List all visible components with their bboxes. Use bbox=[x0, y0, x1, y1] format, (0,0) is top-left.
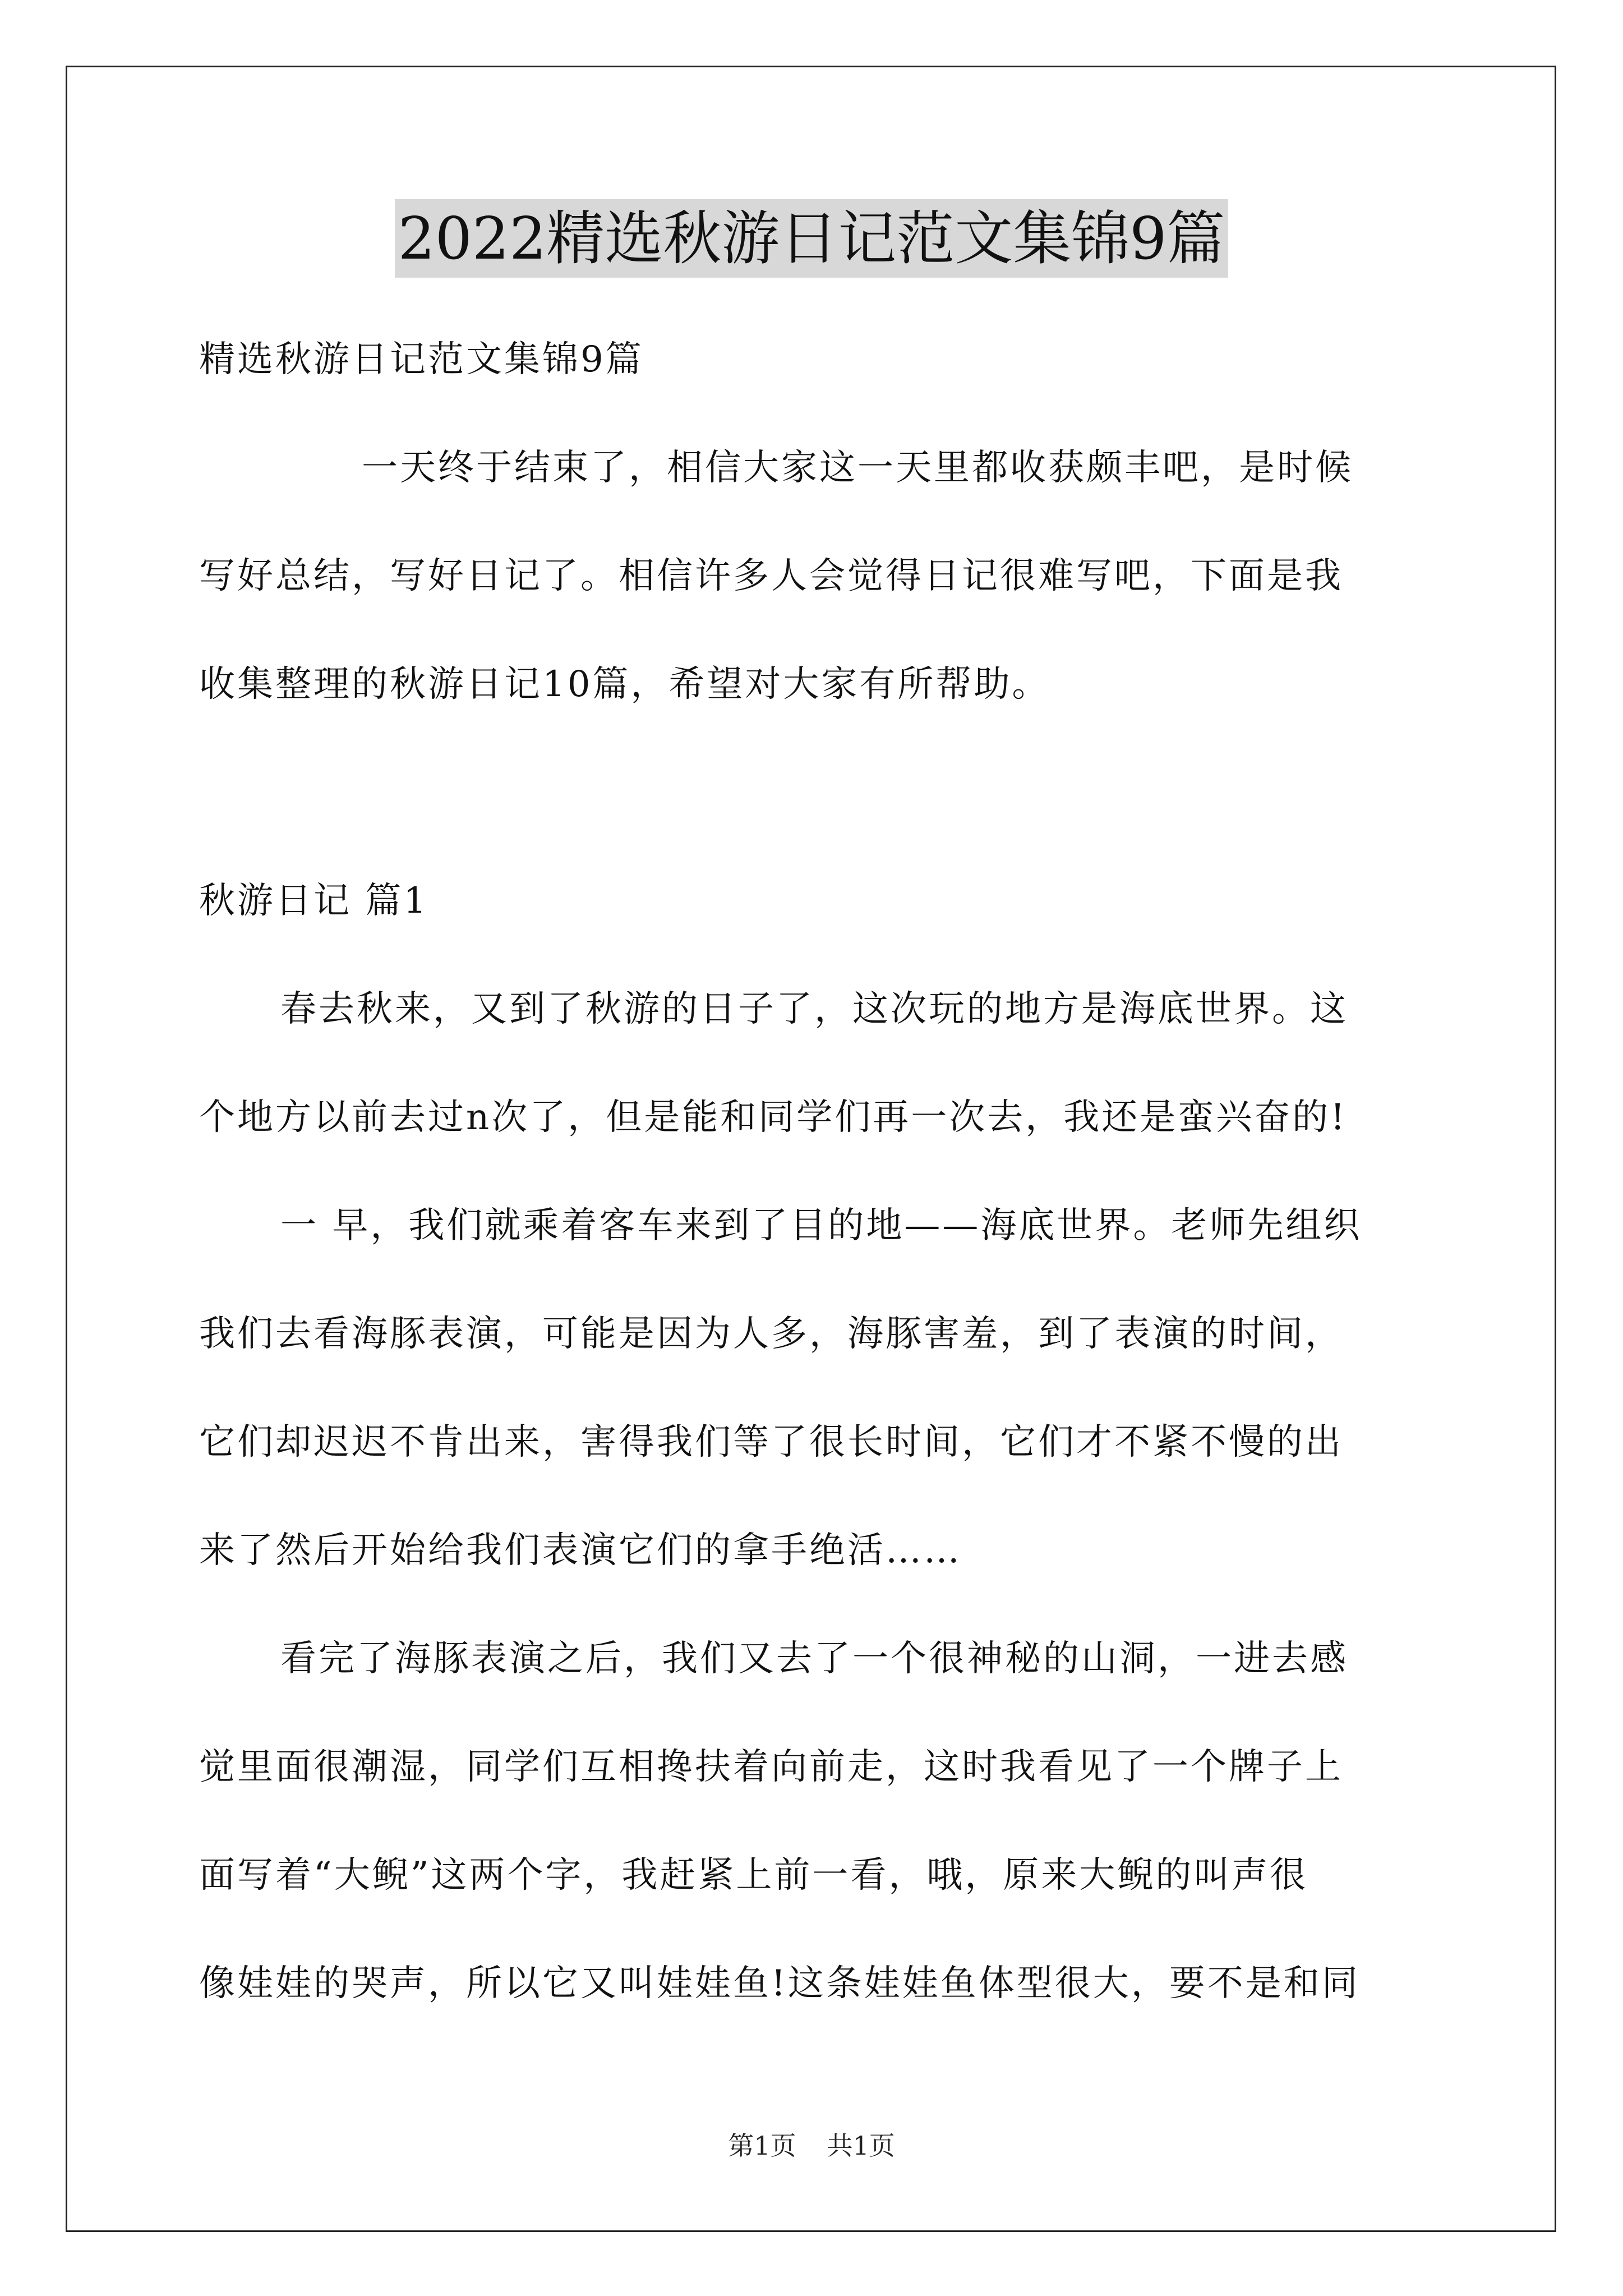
page-total: 共1页 bbox=[827, 2131, 895, 2161]
blank-line bbox=[199, 739, 1433, 847]
paragraph-line: 看完了海豚表演之后，我们又去了一个很神秘的山洞，一进去感 bbox=[280, 1638, 1348, 1680]
title-container bbox=[0, 199, 1623, 278]
paragraph-line: 我们去看海豚表演，可能是因为人多，海豚害羞，到了表演的时间， bbox=[199, 1313, 1343, 1355]
paragraph-line: 春去秋来，又到了秋游的日子了，这次玩的地方是海底世界。这 bbox=[280, 988, 1348, 1030]
paragraph-line: 一 早，我们就乘着客车来到了目的地——海底世界。老师先组织 bbox=[280, 1205, 1362, 1246]
intro-line: 收集整理的秋游日记10篇，希望对大家有所帮助。 bbox=[199, 664, 1050, 705]
paragraph-line: 觉里面很潮湿，同学们互相搀扶着向前走，这时我看见了一个牌子上 bbox=[199, 1746, 1343, 1788]
section-heading: 秋游日记 篇1 bbox=[199, 880, 429, 922]
page-number: 第1页 bbox=[728, 2131, 796, 2161]
paragraph-line: 来了然后开始给我们表演它们的拿手绝活…… bbox=[199, 1530, 962, 1571]
paragraph-line: 像娃娃的哭声，所以它又叫娃娃鱼!这条娃娃鱼体型很大，要不是和同 bbox=[199, 1963, 1360, 2004]
document-body bbox=[199, 306, 1433, 2038]
paragraph-line: 面写着“大鲵”这两个字，我赶紧上前一看，哦，原来大鲵的叫声很 bbox=[199, 1855, 1308, 1896]
page-footer bbox=[0, 2129, 1623, 2162]
document-subtitle: 精选秋游日记范文集锦9篇 bbox=[199, 339, 644, 380]
intro-line: 一天终于结束了，相信大家这一天里都收获颇丰吧，是时候 bbox=[362, 447, 1353, 489]
paragraph-line: 它们却迟迟不肯出来，害得我们等了很长时间，它们才不紧不慢的出 bbox=[199, 1421, 1343, 1463]
paragraph-line: 个地方以前去过n次了，但是能和同学们再一次去，我还是蛮兴奋的! bbox=[199, 1097, 1347, 1138]
intro-line: 写好总结，写好日记了。相信许多人会觉得日记很难写吧，下面是我 bbox=[199, 555, 1343, 597]
document-title: 2022精选秋游日记范文集锦9篇 bbox=[395, 199, 1229, 278]
